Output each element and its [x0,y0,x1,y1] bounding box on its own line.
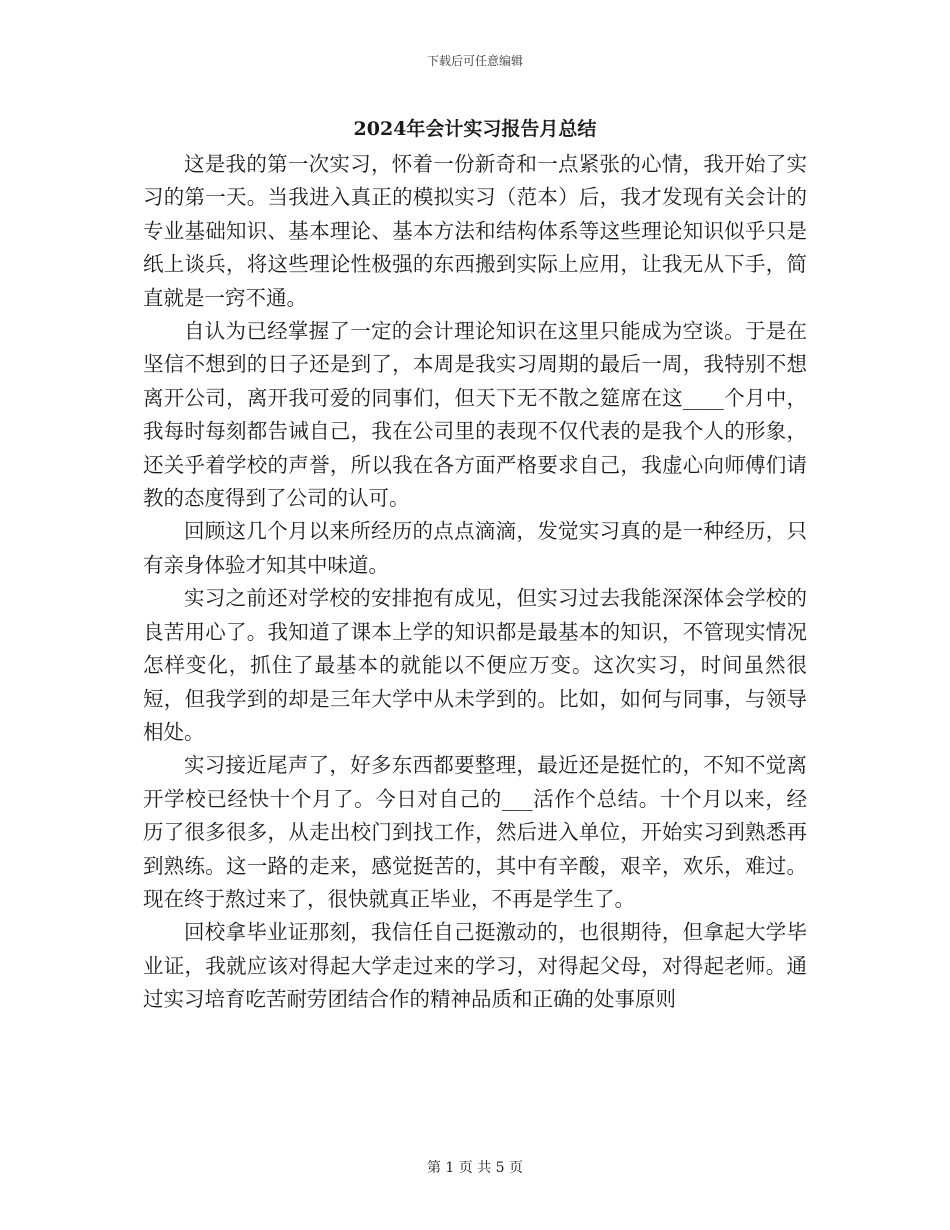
header-note: 下载后可任意编辑 [426,54,523,68]
paragraph: 自认为已经掌握了一定的会计理论知识在这里只能成为空谈。于是在坚信不想到的日子还是到了，本周是我实习周期的最后一周，我特别不想离开公司，离开我可爱的同事们，但天下无不散之筵席在这____个月中，我每时每刻都告诫自己，我在公司里的表现不仅代表的是我个人的形象，还关乎着学校的声誉，所以我在各方面严格要求自己，我虚心向师傅们请教的态度得到了公司的认可。 [143,319,807,511]
paragraph: 实习之前还对学校的安排抱有成见，但实习过去我能深深体会学校的良苦用心了。我知道了课本上学的知识都是最基本的知识，不管现实情况怎样变化，抓住了最基本的就能以不便应万变。这次实习，时间虽然很短，但我学到的却是三年大学中从未学到的。比如，如何与同事，与领导相处。 [143,586,807,744]
document-title: 2024年会计实习报告月总结 [353,118,597,140]
paragraph: 这是我的第一次实习，怀着一份新奇和一点紧张的心情，我开始了实习的第一天。当我进入真正的模拟实习（范本）后，我才发现有关会计的专业基础知识、基本理论、基本方法和结构体系等这些理论知识似乎只是纸上谈兵，将这些理论性极强的东西搬到实际上应用，让我无从下手，简直就是一窍不通。 [143,152,807,310]
paragraph: 回校拿毕业证那刻，我信任自己挺激动的，也很期待，但拿起大学毕业证，我就应该对得起大学走过来的学习，对得起父母，对得起老师。通过实习培育吃苦耐劳团结合作的精神品质和正确的处事原则 [143,920,807,1012]
page-number-footer: 第 1 页 共 5 页 [426,1160,524,1176]
paragraph: 回顾这几个月以来所经历的点点滴滴，发觉实习真的是一种经历，只有亲身体验才知其中味道。 [143,519,807,577]
document-body [143,148,807,1017]
paragraph: 实习接近尾声了，好多东西都要整理，最近还是挺忙的，不知不觉离开学校已经快十个月了。今日对自己的___活作个总结。十个月以来，经历了很多很多，从走出校门到找工作，然后进入单位，开始实习到熟悉再到熟练。这一路的走来，感觉挺苦的，其中有辛酸，艰辛，欢乐，难过。现在终于熬过来了，很快就真正毕业，不再是学生了。 [143,753,807,911]
